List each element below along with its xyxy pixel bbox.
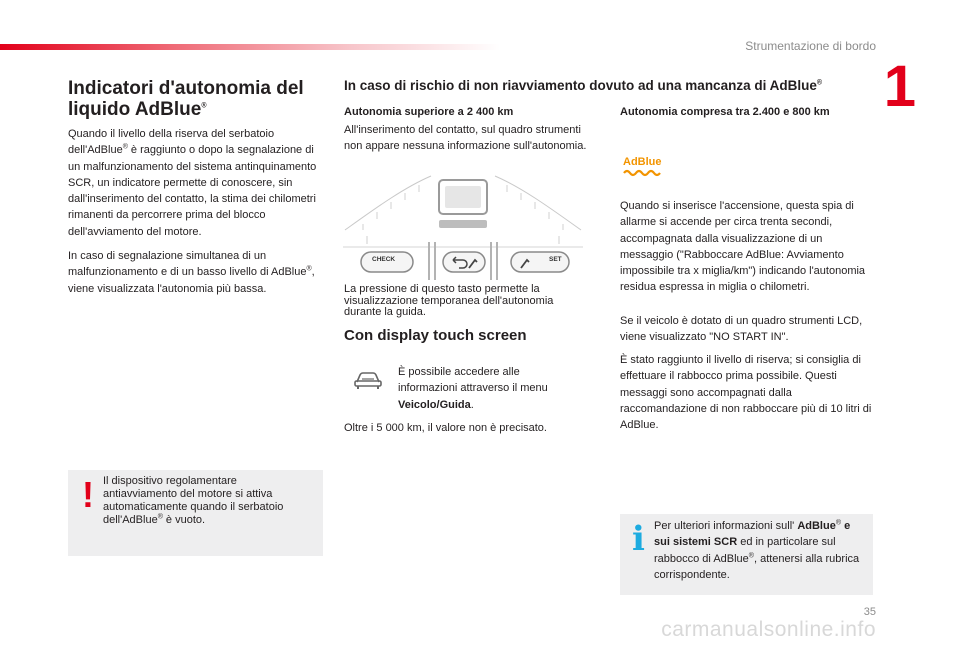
over-5000-text: Oltre i 5 000 km, il valore non è precisato. [344, 422, 547, 434]
autonomy-range-heading: Autonomia compresa tra 2.400 e 800 km [620, 106, 830, 118]
car-icon [353, 370, 383, 390]
chapter-title: Strumentazione di bordo [745, 39, 876, 53]
warning-box [68, 470, 323, 556]
chapter-number: 1 [883, 54, 916, 119]
touch-screen-text: È possibile accedere alle informazioni attraverso il menu Veicolo/Guida. [398, 366, 548, 411]
risk-heading: In caso di rischio di non riavviamento dovuto ad una mancanza di AdBlue® [344, 78, 823, 93]
intro-paragraph: Quando il livello della riserva del serbatoio dell'AdBlue® è raggiunto o dopo la segnalazione di un malfunzionamento del sistema antinquinamento SCR, un indicatore permette di conoscere, sin dall'inserimento del contatto, la stima dei chilometri rimanenti da percorrere prima del blocco dell'avviamento del motore. [68, 128, 317, 238]
info-box [620, 514, 873, 595]
adblue-warning-icon [623, 156, 663, 180]
info-icon: i [632, 519, 645, 559]
page-number: 35 [863, 606, 876, 618]
adblue-label: AdBlue [623, 156, 662, 168]
autonomy-above-heading: Autonomia superiore a 2 400 km [344, 106, 514, 118]
button-caption: La pressione di questo tasto permette la visualizzazione temporanea dell'autonomia durante la guida. [344, 283, 554, 318]
return-button-graphic [443, 252, 485, 272]
autonomy-above-text: All'inserimento del contatto, sul quadro strumenti non appare nessuna informazione sull'autonomia. [344, 124, 587, 153]
simultaneous-paragraph: In caso di segnalazione simultanea di un malfunzionamento e di un basso livello di AdBlue®, viene visualizzata l'autonomia più bassa. [68, 250, 315, 295]
lcd-paragraph: Se il veicolo è dotato di un quadro strumenti LCD, viene visualizzato "NO START IN". [620, 315, 863, 344]
instrument-panel-illustration [343, 172, 583, 284]
watermark: carmanualsonline.info [661, 618, 876, 641]
touch-screen-heading: Con display touch screen [344, 327, 527, 344]
check-button-label: CHECK [372, 256, 396, 263]
reserve-paragraph: È stato raggiunto il livello di riserva; si consiglia di effettuare il rabbocco prima possibile. Questi messaggi sono accompagnati dalla raccomandazione di non rabboccare più di 10 litri di AdBlue. [620, 354, 872, 432]
warning-text: Il dispositivo regolamentare antiavviamento del motore si attiva automaticamente quando il serbatoio dell'AdBlue® è vuoto. [103, 475, 284, 526]
section-title: Indicatori d'autonomia del liquido AdBlue® [68, 78, 304, 120]
header-accent-bar [0, 44, 500, 50]
wave-icon [623, 168, 663, 178]
ignition-paragraph: Quando si inserisce l'accensione, questa spia di allarme si accende per circa trenta secondi, accompagnata dalla visualizzazione di un messaggio ("Rabboccare AdBlue: Avviamento impossibile tra x miglia/km") indicando l'autonomia residua espressa in miglia o chilometri. [620, 200, 866, 294]
info-text: Per ulteriori informazioni sull' AdBlue® e sui sistemi SCR ed in particolare sul rabbocco di AdBlue®, attenersi alla rubrica corrispondente. [654, 519, 860, 581]
set-button-label: SET [549, 256, 562, 263]
warning-icon: ! [82, 474, 94, 515]
